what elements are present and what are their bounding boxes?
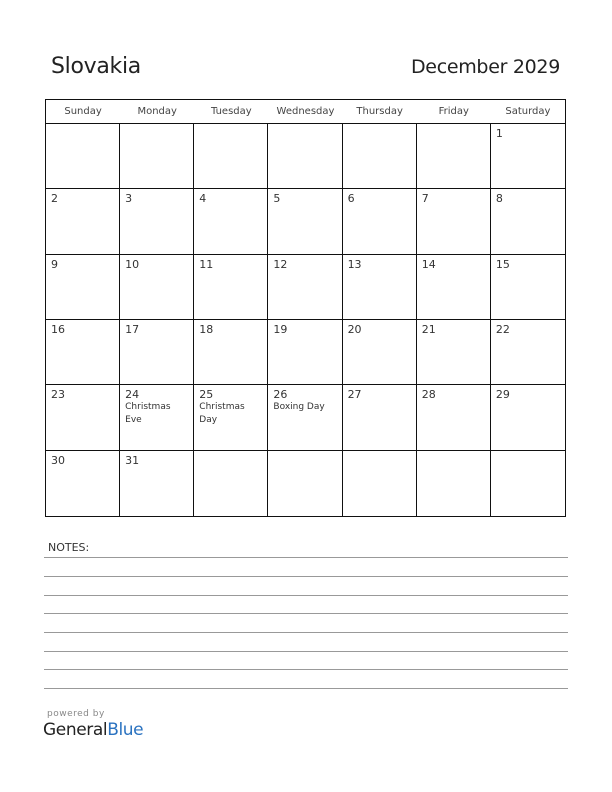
day-cell xyxy=(120,255,194,320)
day-cell xyxy=(46,189,120,254)
day-number: 20 xyxy=(347,323,362,336)
day-number: 14 xyxy=(421,257,436,271)
brand-general: General xyxy=(43,720,108,740)
day-number: 28 xyxy=(421,388,436,402)
day-cell xyxy=(120,124,194,189)
day-number: 17 xyxy=(125,323,140,336)
day-number: 12 xyxy=(273,257,288,271)
day-cell xyxy=(417,385,491,450)
day-number: 21 xyxy=(421,323,436,336)
day-number: 29 xyxy=(495,388,510,402)
day-cell xyxy=(194,320,268,385)
day-number: 25 xyxy=(199,388,214,402)
day-number: 30 xyxy=(51,453,65,467)
weekday-thursday: Thursday xyxy=(356,106,403,117)
day-number: 24 xyxy=(125,388,140,402)
day-cell xyxy=(343,385,417,450)
holiday-label: Christmas Eve xyxy=(125,402,171,426)
day-number: 8 xyxy=(495,192,503,206)
calendar-grid xyxy=(45,99,566,517)
day-number: 15 xyxy=(495,257,510,271)
weekday-monday: Monday xyxy=(137,106,177,117)
day-cell xyxy=(120,451,194,516)
day-number: 31 xyxy=(125,453,140,467)
day-cell xyxy=(46,451,120,516)
day-number: 13 xyxy=(347,257,362,271)
notes-line xyxy=(44,669,568,670)
day-cell xyxy=(46,255,120,320)
day-number: 22 xyxy=(495,323,510,336)
day-cell xyxy=(46,320,120,385)
weekday-friday: Friday xyxy=(438,106,469,117)
day-number: 27 xyxy=(347,388,362,402)
day-cell xyxy=(343,451,417,516)
day-number: 3 xyxy=(125,192,133,206)
notes-line xyxy=(44,688,568,689)
day-cell xyxy=(120,320,194,385)
day-cell xyxy=(268,320,342,385)
day-cell xyxy=(491,385,565,450)
notes-line xyxy=(44,557,568,558)
notes-line xyxy=(44,651,568,652)
day-cell xyxy=(120,189,194,254)
day-number: 19 xyxy=(273,323,288,336)
day-number: 16 xyxy=(51,323,65,336)
notes-line xyxy=(44,632,568,633)
day-cell xyxy=(120,385,194,450)
day-cell xyxy=(491,124,565,189)
month-year-title: December 2029 xyxy=(410,56,560,78)
weekday-saturday: Saturday xyxy=(505,106,551,117)
day-cell xyxy=(268,255,342,320)
weekday-wednesday: Wednesday xyxy=(276,106,335,117)
notes-line xyxy=(44,613,568,614)
day-cell xyxy=(417,451,491,516)
brand-blue: Blue xyxy=(107,720,144,740)
powered-by-text: powered by xyxy=(47,709,105,719)
day-number: 11 xyxy=(199,257,214,271)
day-cell xyxy=(268,124,342,189)
day-number: 4 xyxy=(199,192,207,206)
day-number: 2 xyxy=(51,192,58,206)
day-cell xyxy=(491,189,565,254)
notes-line xyxy=(44,595,568,596)
day-cell xyxy=(194,189,268,254)
day-cell xyxy=(46,124,120,189)
day-cell xyxy=(194,255,268,320)
day-cell xyxy=(194,385,268,450)
day-cell xyxy=(343,255,417,320)
day-number: 5 xyxy=(273,192,281,206)
weekday-sunday: Sunday xyxy=(64,106,102,117)
holiday-label: Boxing Day xyxy=(273,402,325,413)
day-cell xyxy=(491,451,565,516)
day-cell xyxy=(194,124,268,189)
day-cell xyxy=(343,124,417,189)
day-cells xyxy=(46,124,565,516)
notes-label: NOTES: xyxy=(48,541,90,554)
day-cell xyxy=(268,385,342,450)
day-cell xyxy=(268,451,342,516)
day-cell xyxy=(417,255,491,320)
day-cell xyxy=(491,255,565,320)
day-number: 9 xyxy=(51,257,58,271)
day-cell xyxy=(417,320,491,385)
day-cell xyxy=(417,189,491,254)
day-cell xyxy=(343,320,417,385)
day-number: 7 xyxy=(421,192,429,206)
holiday-label: Christmas Day xyxy=(199,402,245,426)
day-cell xyxy=(491,320,565,385)
notes-line xyxy=(44,576,568,577)
weekday-tuesday: Tuesday xyxy=(211,106,252,117)
day-number: 26 xyxy=(273,388,288,402)
generalblue-logo xyxy=(43,720,143,740)
day-number: 6 xyxy=(347,192,355,206)
country-title: Slovakia xyxy=(51,54,141,79)
weekday-header-row xyxy=(46,100,565,124)
day-number: 1 xyxy=(495,127,503,140)
day-number: 23 xyxy=(51,388,65,402)
day-cell xyxy=(194,451,268,516)
day-cell xyxy=(417,124,491,189)
day-number: 10 xyxy=(125,257,140,271)
day-cell xyxy=(46,385,120,450)
day-cell xyxy=(268,189,342,254)
day-cell xyxy=(343,189,417,254)
day-number: 18 xyxy=(199,323,214,336)
